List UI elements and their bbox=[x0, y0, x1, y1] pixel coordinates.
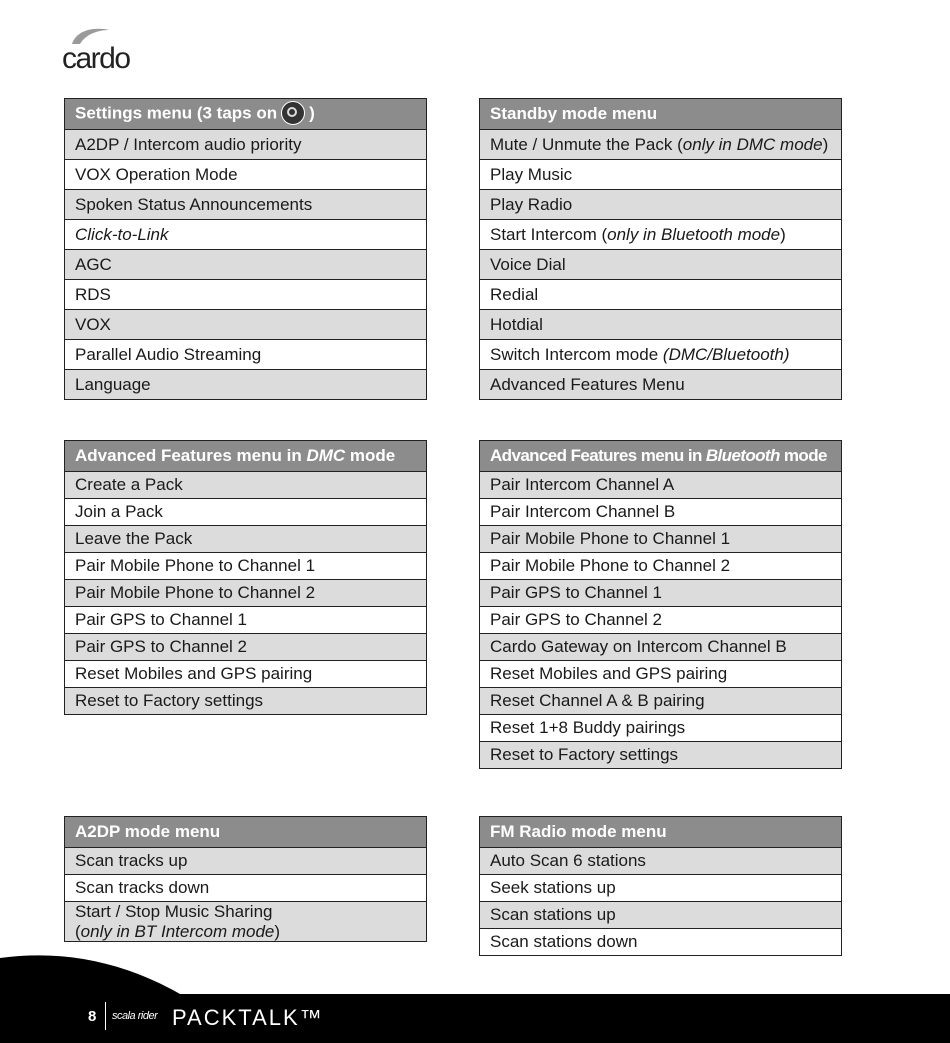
list-item: Pair Mobile Phone to Channel 2 bbox=[65, 580, 427, 607]
list-item: Cardo Gateway on Intercom Channel B bbox=[480, 634, 842, 661]
list-item: Pair Mobile Phone to Channel 1 bbox=[65, 553, 427, 580]
standby-menu-header: Standby mode menu bbox=[480, 99, 842, 130]
fm-menu-header: FM Radio mode menu bbox=[480, 817, 842, 848]
footer-divider bbox=[105, 1002, 106, 1030]
list-item: Pair GPS to Channel 2 bbox=[65, 634, 427, 661]
list-item: Pair Mobile Phone to Channel 2 bbox=[480, 553, 842, 580]
list-item: A2DP / Intercom audio priority bbox=[65, 130, 427, 160]
page-number: 8 bbox=[88, 1008, 97, 1025]
list-item: Scan tracks up bbox=[65, 848, 427, 875]
list-item: Redial bbox=[480, 280, 842, 310]
list-item: Scan stations down bbox=[480, 929, 842, 956]
a2dp-menu-header: A2DP mode menu bbox=[65, 817, 427, 848]
list-item: Reset Mobiles and GPS pairing bbox=[480, 661, 842, 688]
list-item: Pair Mobile Phone to Channel 1 bbox=[480, 526, 842, 553]
list-item: Play Music bbox=[480, 160, 842, 190]
packtalk-brand: PACKTALK™ bbox=[172, 1005, 324, 1030]
list-item: AGC bbox=[65, 250, 427, 280]
list-item: Parallel Audio Streaming bbox=[65, 340, 427, 370]
list-item: Pair GPS to Channel 1 bbox=[65, 607, 427, 634]
list-item: Reset 1+8 Buddy pairings bbox=[480, 715, 842, 742]
list-item: Reset Mobiles and GPS pairing bbox=[65, 661, 427, 688]
bt-advanced-menu-table bbox=[479, 440, 842, 769]
list-item: Pair GPS to Channel 1 bbox=[480, 580, 842, 607]
list-item: Reset to Factory settings bbox=[480, 742, 842, 769]
list-item: Scan stations up bbox=[480, 902, 842, 929]
a2dp-menu-table bbox=[64, 816, 427, 942]
list-item: Scan tracks down bbox=[65, 875, 427, 902]
dmc-advanced-menu-table bbox=[64, 440, 427, 715]
settings-menu-table bbox=[64, 98, 427, 400]
cardo-logo bbox=[62, 24, 142, 74]
logo-text: cardo bbox=[62, 42, 130, 75]
list-item: VOX bbox=[65, 310, 427, 340]
list-item: Auto Scan 6 stations bbox=[480, 848, 842, 875]
list-item: Pair GPS to Channel 2 bbox=[480, 607, 842, 634]
list-item: Mute / Unmute the Pack (only in DMC mode) bbox=[480, 130, 842, 160]
list-item: Start Intercom (only in Bluetooth mode) bbox=[480, 220, 842, 250]
list-item: Voice Dial bbox=[480, 250, 842, 280]
list-item: Join a Pack bbox=[65, 499, 427, 526]
list-item: Spoken Status Announcements bbox=[65, 190, 427, 220]
list-item: Advanced Features Menu bbox=[480, 370, 842, 400]
list-item: Start / Stop Music Sharing (only in BT Intercom mode) bbox=[65, 902, 427, 942]
list-item: Create a Pack bbox=[65, 472, 427, 499]
dmc-menu-header: Advanced Features menu in DMC mode bbox=[65, 441, 427, 472]
list-item: Pair Intercom Channel A bbox=[480, 472, 842, 499]
list-item: Pair Intercom Channel B bbox=[480, 499, 842, 526]
list-item: Click-to-Link bbox=[65, 220, 427, 250]
list-item: RDS bbox=[65, 280, 427, 310]
list-item: Hotdial bbox=[480, 310, 842, 340]
standby-menu-table bbox=[479, 98, 842, 400]
list-item: Switch Intercom mode (DMC/Bluetooth) bbox=[480, 340, 842, 370]
list-item: Seek stations up bbox=[480, 875, 842, 902]
list-item: Reset Channel A & B pairing bbox=[480, 688, 842, 715]
list-item: Reset to Factory settings bbox=[65, 688, 427, 715]
list-item: Play Radio bbox=[480, 190, 842, 220]
bt-menu-header: Advanced Features menu in Bluetooth mode bbox=[480, 441, 842, 472]
list-item: Language bbox=[65, 370, 427, 400]
settings-menu-header: Settings menu (3 taps on ) bbox=[65, 99, 427, 130]
jog-dial-icon bbox=[281, 101, 305, 125]
scala-rider-label: scala rider bbox=[112, 1010, 158, 1022]
list-item: Leave the Pack bbox=[65, 526, 427, 553]
list-item: VOX Operation Mode bbox=[65, 160, 427, 190]
fm-radio-menu-table bbox=[479, 816, 842, 956]
